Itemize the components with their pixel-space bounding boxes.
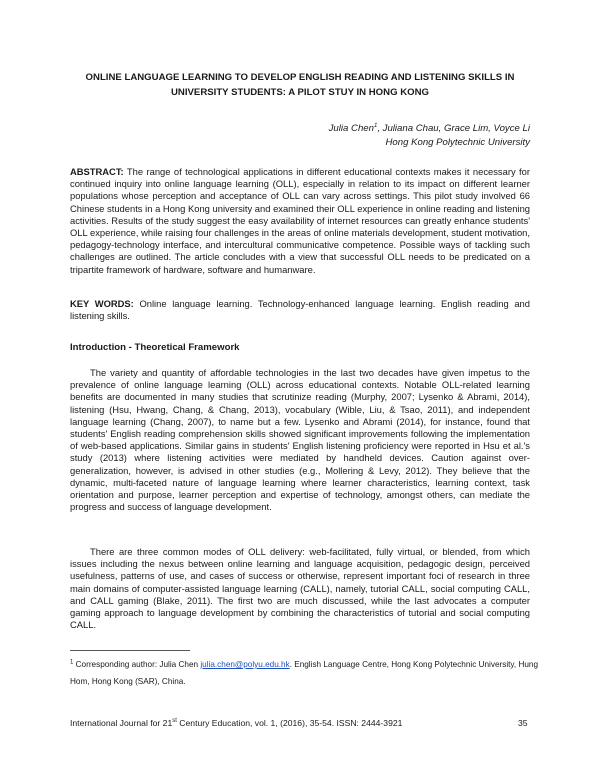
email-link[interactable]: julia.chen@polyu.edu.hk [200,660,290,669]
author-footnote-mark: 1 [373,122,378,129]
paragraph-2: There are three common modes of OLL delivery: web-facilitated, fully virtual, or blended, from which issues including the nexus between online learning and language acquisition, pedagogic design, perceived usefulness, patterns of use, and cases of success or otherwise, represent important foci of research in three main domains of computer-assisted language learning (CALL), namely, tutorial CALL, social computing CALL, and CALL gaming (Blake, 2011). The first two are much discussed, while the last advocates a computer gaming approach to language development by combining the characteristics of tutorial and social computing CALL. [70,546,530,631]
footnote-mark: 1 [70,659,74,666]
journal-citation-prefix: International Journal for 21 [70,718,173,728]
author-list [170,122,530,136]
other-authors: , Juliana Chau, Grace Lim, Voyce Li [377,123,530,134]
section-heading: Introduction - Theoretical Framework [70,342,240,353]
affiliation: Hong Kong Polytechnic University [385,137,530,148]
footnote-suffix: . English Language Centre, Hong Kong Polytechnic University, Hung Hom, Hong Kong (SAR), China. [70,660,539,686]
abstract-text: The range of technological applications in different educational contexts makes it necessary for continued inquiry into online language learning (OLL), especially in relation to its impact on different learner populations whose perception and acceptance of OLL can vary across settings. This pilot study involved 66 Chinese students in a Hong Kong university and examined their OLL experience in online reading and listening activities. Results of the study suggest the easy availability of internet resources can greatly enhance students' OLL experience, while raising four challenges in the areas of online materials development, student motivation, pedagogy-technology interface, and intercultural communicative competence. Possible ways of tackling such challenges are outlined. The article concludes with a view that successful OLL needs to be predicated on a tripartite framework of hardware, software and humanware. [70,166,530,275]
author-block [170,122,530,150]
paragraph-1: The variety and quantity of affordable technologies in the last two decades have given impetus to the prevalence of online language learning (OLL) across educational contexts. Notable OLL-related learning benefits are documented in many studies that scrutinize reading (Murphy, 2007; Lysenko & Abrami, 2014), listening (Hsu, Hwang, Chang, & Chang, 2013), vocabulary (Wible, Liu, & Tsao, 2011), and independent language learning (Chang, 2007), to name but a few. Lysenko and Abrami (2014), for instance, found that students' English reading comprehension skills showed significant improvements following the implementation of web-based applications. Similar gains in students' English listening proficiency were reported in Hsu et al.'s study (2013) where listening activities were mediated by handheld devices. Caution against over-generalization, however, is advised in other studies (e.g., Mollering & Levy, 2012). They believe that the dynamic, multi-faceted nature of language learning where learner characteristics, learning context, task orientation and purpose, learner perception and expertise of technology, amongst others, can mediate the progress and success of language development. [70,367,530,513]
journal-citation-sup: st [172,718,177,725]
footnote-divider [70,650,190,651]
footnote [70,656,540,690]
abstract-label: ABSTRACT: [70,166,124,177]
keywords-text: Online language learning. Technology-enhanced language learning. English reading and listening skills. [70,298,530,322]
first-author: Julia Chen [328,123,374,134]
keywords [70,298,530,322]
keywords-label: KEY WORDS: [70,298,134,309]
abstract [70,166,530,276]
journal-citation-suffix: Century Education, vol. 1, (2016), 35-54. ISSN: 2444-3921 [176,718,403,728]
paper-title: ONLINE LANGUAGE LEARNING TO DEVELOP ENGLISH READING AND LISTENING SKILLS IN UNIVERSITY STUDENTS: A PILOT STUY IN HONG KONG [85,72,515,98]
footnote-prefix: Corresponding author: Julia Chen [75,660,201,669]
journal-citation [70,718,402,728]
page-number: 35 [518,718,528,728]
